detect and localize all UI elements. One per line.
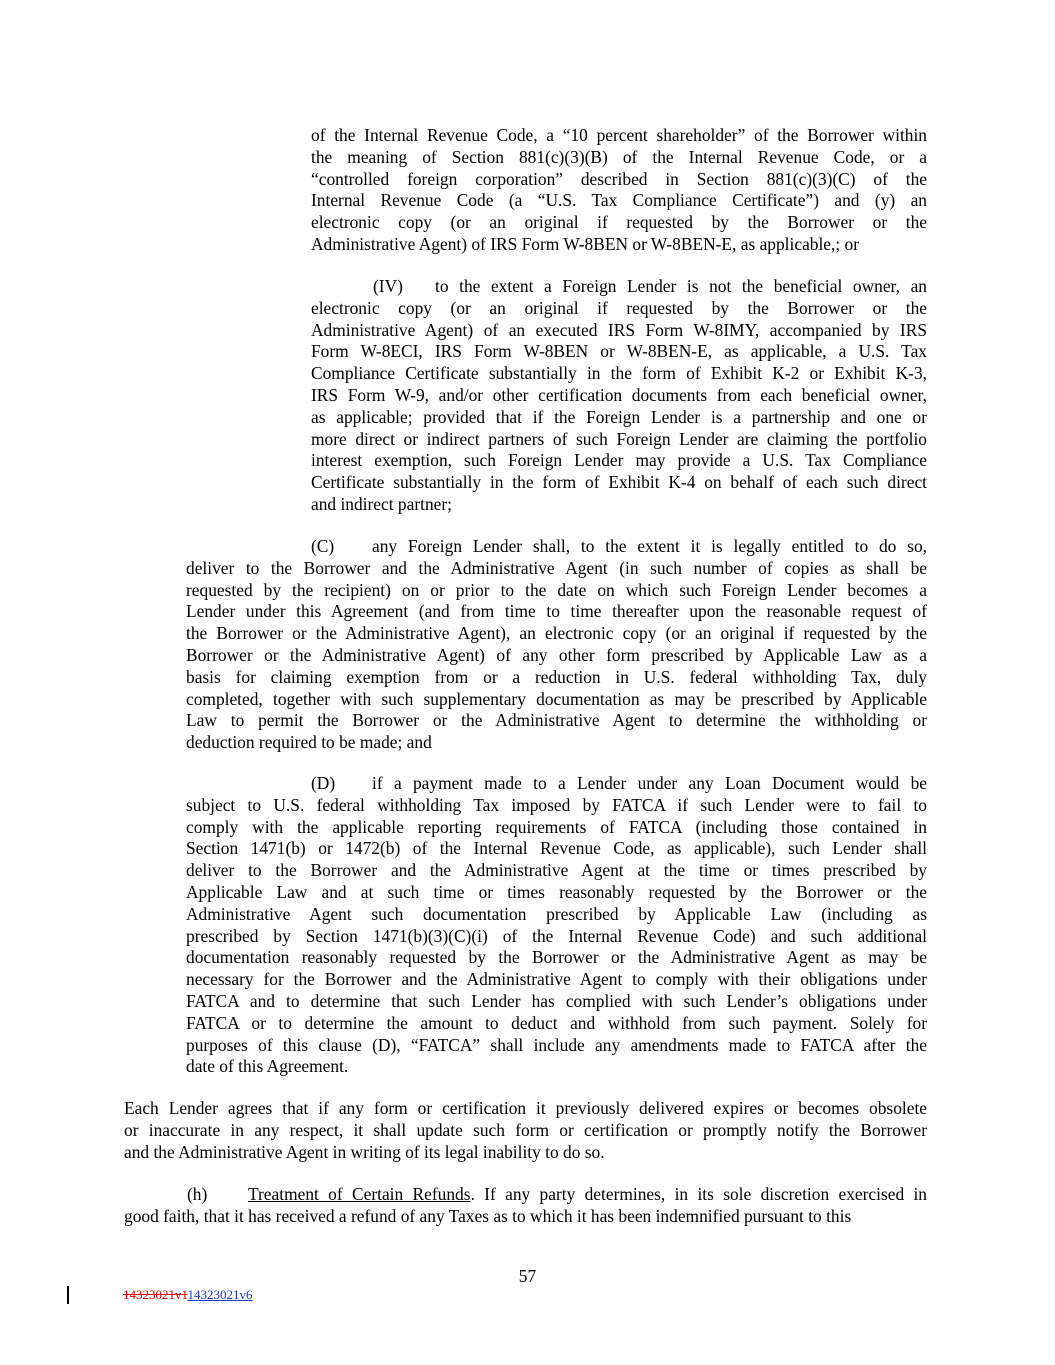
p3-line: completed, together with such supplementary documentation as may be prescribed by Applicable: [186, 688, 927, 709]
p2-line: Administrative Agent) of an executed IRS Form W-8IMY, accompanied by IRS: [311, 319, 927, 340]
p4-line: date of this Agreement.: [186, 1056, 349, 1077]
p4-line: comply with the applicable reporting requirements of FATCA (including those contained in: [186, 816, 927, 837]
p4-line: Applicable Law and at such time or times reasonably requested by the Borrower or the: [186, 881, 927, 902]
p1-line: Internal Revenue Code (a “U.S. Tax Compliance Certificate”) and (y) an: [311, 190, 927, 211]
paragraph-h-first-text: . If any party determines, in its sole discretion exercised in: [470, 1184, 928, 1204]
p4-line: necessary for the Borrower and the Administrative Agent to comply with their obligations under: [186, 969, 927, 990]
paragraph-h: [124, 1184, 927, 1228]
p6-line: good faith, that it has received a refund of any Taxes as to which it has been indemnified pursuant to this: [124, 1205, 852, 1226]
p2-line: Form W-8ECI, IRS Form W-8BEN or W-8BEN-E, as applicable, a U.S. Tax: [311, 341, 927, 362]
p3-line: Law to permit the Borrower or the Administrative Agent to determine the withholding or: [186, 710, 927, 731]
document-id-footer: [123, 1287, 253, 1303]
paragraph-iv-first-text: to the extent a Foreign Lender is not the beneficial owner, an: [435, 276, 927, 296]
change-bar: [67, 1286, 69, 1304]
paragraph-c: [186, 536, 927, 754]
p4-line: subject to U.S. federal withholding Tax imposed by FATCA if such Lender were to fail to: [186, 794, 927, 815]
p4-line: prescribed by Section 1471(b)(3)(C)(i) of the Internal Revenue Code) and such additional: [186, 925, 927, 946]
p4-line: purposes of this clause (D), “FATCA” shall include any amendments made to FATCA after the: [186, 1034, 927, 1055]
p4-line: FATCA or to determine the amount to deduct and withhold from such payment. Solely for: [186, 1012, 927, 1033]
p3-line: deliver to the Borrower and the Administrative Agent (in such number of copies as shall be: [186, 557, 927, 578]
p2-line: as applicable; provided that if the Foreign Lender is a partnership and one or: [311, 406, 927, 427]
section-heading-treatment-of-certain-refunds: Treatment of Certain Refunds: [248, 1184, 471, 1204]
paragraph-d-first-text: if a payment made to a Lender under any Loan Document would be: [372, 773, 927, 793]
p3-line: deduction required to be made; and: [186, 732, 432, 753]
p5-line: and the Administrative Agent in writing of its legal inability to do so.: [124, 1141, 605, 1162]
page-number: 57: [518, 1266, 537, 1286]
p4-line: Administrative Agent such documentation prescribed by Applicable Law (including as: [186, 903, 927, 924]
p3-line: the Borrower or the Administrative Agent), an electronic copy (or an original if requested by the: [186, 623, 927, 644]
clause-label-iv: (IV): [373, 276, 403, 296]
p3-line: basis for claiming exemption from or a reduction in U.S. federal withholding Tax, duly: [186, 666, 927, 687]
p3-line: Borrower or the Administrative Agent) of any other form prescribed by Applicable Law as a: [186, 644, 927, 665]
p4-line: deliver to the Borrower and the Administrative Agent at the time or times prescribed by: [186, 860, 927, 881]
p2-line: and indirect partner;: [311, 493, 452, 514]
paragraph-c-first-text: any Foreign Lender shall, to the extent it is legally entitled to do so,: [372, 536, 927, 556]
p2-line: Compliance Certificate substantially in the form of Exhibit K-2 or Exhibit K-3,: [311, 363, 927, 384]
paragraph-continuation: [311, 125, 927, 256]
paragraph-iv: [311, 276, 927, 516]
clause-label-d: (D): [311, 773, 336, 793]
paragraph-c-first-line: [186, 536, 927, 558]
p4-line: documentation reasonably requested by the Borrower or the Administrative Agent as may be: [186, 947, 927, 968]
inserted-document-id: 14323021v6: [187, 1287, 253, 1302]
p3-line: Lender under this Agreement (and from time to time thereafter upon the reasonable request of: [186, 601, 927, 622]
p1-line: of the Internal Revenue Code, a “10 percent shareholder” of the Borrower within: [311, 125, 927, 145]
p5-line: or inaccurate in any respect, it shall update such form or certification or promptly notify the Borrower: [124, 1119, 927, 1140]
p2-line: Certificate substantially in the form of Exhibit K-4 on behalf of each such direct: [311, 472, 927, 493]
p1-line: “controlled foreign corporation” described in Section 881(c)(3)(C) of the: [311, 168, 927, 189]
p2-line: interest exemption, such Foreign Lender may provide a U.S. Tax Compliance: [311, 450, 927, 471]
deleted-document-id: 14323021v1: [123, 1287, 188, 1302]
p1-line: the meaning of Section 881(c)(3)(B) of the Internal Revenue Code, or a: [311, 146, 927, 167]
clause-label-c: (C): [311, 536, 335, 556]
paragraph-d-first-line: [186, 773, 927, 795]
p4-line: FATCA and to determine that such Lender has complied with such Lender’s obligations under: [186, 990, 927, 1011]
paragraph-d: [186, 773, 927, 1078]
paragraph-h-first-line: [124, 1184, 927, 1206]
p1-line: electronic copy (or an original if requested by the Borrower or the: [311, 212, 927, 233]
p3-line: requested by the recipient) on or prior to the date on which such Foreign Lender becomes a: [186, 579, 927, 600]
clause-label-h: (h): [187, 1184, 208, 1204]
p2-line: more direct or indirect partners of such Foreign Lender are claiming the portfolio: [311, 428, 927, 449]
paragraph-each-lender: [124, 1098, 927, 1163]
p4-line: Section 1471(b) or 1472(b) of the Internal Revenue Code, as applicable), such Lender shall: [186, 838, 927, 859]
p2-line: electronic copy (or an original if requested by the Borrower or the: [311, 297, 927, 318]
p2-line: IRS Form W-9, and/or other certification documents from each beneficial owner,: [311, 384, 927, 405]
paragraph-iv-first-line: [311, 276, 927, 298]
p5-line: Each Lender agrees that if any form or certification it previously delivered expires or becomes obsolete: [124, 1098, 927, 1118]
p1-line: Administrative Agent) of IRS Form W-8BEN or W-8BEN-E, as applicable,; or: [311, 233, 860, 254]
